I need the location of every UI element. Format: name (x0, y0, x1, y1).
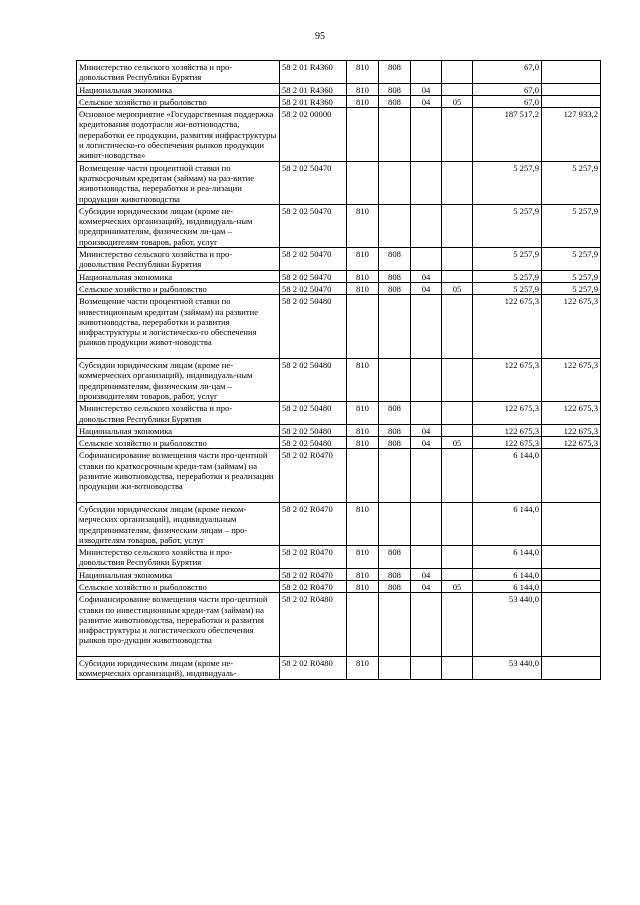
row-ved-cell (347, 161, 379, 204)
row-vr-cell (442, 657, 473, 680)
row-rz-cell: 808 (379, 282, 411, 294)
row-value-2018-cell (542, 502, 601, 545)
row-ved-cell (347, 449, 379, 503)
row-vr-cell (442, 161, 473, 204)
row-value-2017-cell: 187 517,2 (473, 108, 542, 162)
row-rz-cell (379, 204, 411, 247)
row-value-2018-cell: 122 675,3 (542, 359, 601, 402)
row-value-2017-cell: 6 144,0 (473, 449, 542, 503)
row-value-2018-cell (542, 568, 601, 580)
row-rz-cell: 808 (379, 248, 411, 271)
row-name-cell: Национальная экономика (77, 83, 280, 95)
row-code-cell: 58 2 02 R0470 (280, 502, 347, 545)
row-value-2018-cell: 122 675,3 (542, 295, 601, 359)
row-name-cell: Возмещение части процентной ставки по инвестиционным кредитам (займам) на развитие животноводства, переработки и развития инфраструктуры и логистическо-го обеспечения рынков продукции живот-новодства (77, 295, 280, 359)
row-value-2018-cell: 5 257,9 (542, 282, 601, 294)
row-name-cell: Сельское хозяйство и рыболовство (77, 581, 280, 593)
row-code-cell: 58 2 02 R0470 (280, 546, 347, 569)
row-ved-cell: 810 (347, 424, 379, 436)
row-ved-cell: 810 (347, 282, 379, 294)
table-row (77, 502, 601, 545)
row-value-2017-cell: 122 675,3 (473, 424, 542, 436)
row-rz-cell (379, 449, 411, 503)
row-pr-cell (411, 449, 442, 503)
table-row (77, 402, 601, 425)
row-name-cell: Министерство сельского хозяйства и про-довольствия Республики Бурятия (77, 248, 280, 271)
row-pr-cell (411, 502, 442, 545)
row-name-cell: Сельское хозяйство и рыболовство (77, 282, 280, 294)
row-rz-cell (379, 359, 411, 402)
table-row (77, 295, 601, 359)
table-row (77, 108, 601, 162)
row-vr-cell (442, 402, 473, 425)
row-name-cell: Национальная экономика (77, 270, 280, 282)
row-ved-cell: 810 (347, 502, 379, 545)
row-ved-cell (347, 108, 379, 162)
row-name-cell: Софинансирование возмещения части про-центной ставки по инвестиционным креди-там (займам) на развитие животноводства, переработки и развития инфраструктуры и логистического обеспечения рынков про-дукции животноводства (77, 593, 280, 657)
row-value-2018-cell (542, 61, 601, 84)
row-pr-cell (411, 108, 442, 162)
table-row (77, 657, 601, 680)
row-rz-cell: 808 (379, 568, 411, 580)
row-pr-cell: 04 (411, 95, 442, 107)
row-ved-cell: 810 (347, 270, 379, 282)
row-pr-cell: 04 (411, 83, 442, 95)
row-code-cell: 58 2 01 R4360 (280, 83, 347, 95)
row-value-2018-cell: 5 257,9 (542, 248, 601, 271)
row-value-2017-cell: 122 675,3 (473, 359, 542, 402)
table-row (77, 161, 601, 204)
table-row (77, 546, 601, 569)
row-pr-cell: 04 (411, 568, 442, 580)
row-value-2018-cell: 122 675,3 (542, 402, 601, 425)
row-name-cell: Основное мероприятие «Государственная поддержка кредитования подотрасли жи-вотноводства, переработки ее продукции, развития инфраструктуры и логистическо-го обеспечения рынков продукции живот-новодства» (77, 108, 280, 162)
row-value-2018-cell: 5 257,9 (542, 161, 601, 204)
row-pr-cell (411, 546, 442, 569)
row-value-2018-cell (542, 95, 601, 107)
row-ved-cell (347, 593, 379, 657)
row-value-2017-cell: 67,0 (473, 61, 542, 84)
row-value-2017-cell: 5 257,9 (473, 248, 542, 271)
row-pr-cell (411, 248, 442, 271)
row-ved-cell: 810 (347, 657, 379, 680)
row-ved-cell: 810 (347, 61, 379, 84)
page-number: 95 (315, 31, 325, 42)
row-pr-cell (411, 295, 442, 359)
row-pr-cell: 04 (411, 270, 442, 282)
row-vr-cell (442, 248, 473, 271)
row-code-cell: 58 2 02 50470 (280, 270, 347, 282)
row-code-cell: 58 2 02 R0470 (280, 581, 347, 593)
row-value-2018-cell (542, 449, 601, 503)
row-rz-cell: 808 (379, 270, 411, 282)
row-value-2017-cell: 6 144,0 (473, 502, 542, 545)
row-name-cell: Субсидии юридическим лицам (кроме не-коммерческих организаций), индивидуаль-ным предпринимателям, физическим ли-цам – производителям товаров, работ, услуг (77, 204, 280, 247)
row-name-cell: Национальная экономика (77, 568, 280, 580)
row-vr-cell (442, 83, 473, 95)
row-value-2017-cell: 67,0 (473, 95, 542, 107)
table-row (77, 449, 601, 503)
table-row (77, 359, 601, 402)
table-row (77, 593, 601, 657)
row-pr-cell (411, 402, 442, 425)
row-rz-cell: 808 (379, 83, 411, 95)
row-ved-cell: 810 (347, 95, 379, 107)
table-row (77, 270, 601, 282)
row-code-cell: 58 2 02 50470 (280, 161, 347, 204)
row-ved-cell: 810 (347, 359, 379, 402)
row-vr-cell (442, 593, 473, 657)
row-value-2018-cell (542, 83, 601, 95)
row-value-2017-cell: 122 675,3 (473, 295, 542, 359)
table-row (77, 204, 601, 247)
row-ved-cell: 810 (347, 437, 379, 449)
table-row (77, 581, 601, 593)
row-value-2017-cell: 5 257,9 (473, 282, 542, 294)
row-rz-cell (379, 593, 411, 657)
row-rz-cell (379, 295, 411, 359)
row-vr-cell (442, 502, 473, 545)
row-value-2018-cell: 122 675,3 (542, 424, 601, 436)
row-name-cell: Субсидии юридическим лицам (кроме неком-мерческих организаций), индивидуальным предпринимателям, физическим лицам – про-изводителям товаров, работ, услуг (77, 502, 280, 545)
row-pr-cell (411, 359, 442, 402)
table-row (77, 95, 601, 107)
row-pr-cell (411, 657, 442, 680)
row-value-2018-cell (542, 546, 601, 569)
row-rz-cell (379, 502, 411, 545)
row-code-cell: 58 2 02 50480 (280, 295, 347, 359)
row-ved-cell: 810 (347, 546, 379, 569)
row-ved-cell: 810 (347, 568, 379, 580)
row-code-cell: 58 2 01 R4360 (280, 61, 347, 84)
row-vr-cell (442, 61, 473, 84)
row-value-2017-cell: 5 257,9 (473, 161, 542, 204)
row-name-cell: Министерство сельского хозяйства и про-довольствия Республики Бурятия (77, 546, 280, 569)
row-pr-cell: 04 (411, 581, 442, 593)
table-row (77, 437, 601, 449)
row-ved-cell: 810 (347, 402, 379, 425)
row-vr-cell (442, 568, 473, 580)
row-rz-cell: 808 (379, 437, 411, 449)
row-name-cell: Министерство сельского хозяйства и про-довольствия Республики Бурятия (77, 61, 280, 84)
table-row (77, 248, 601, 271)
row-vr-cell: 05 (442, 437, 473, 449)
row-vr-cell: 05 (442, 95, 473, 107)
row-vr-cell (442, 546, 473, 569)
row-name-cell: Министерство сельского хозяйства и про-довольствия Республики Бурятия (77, 402, 280, 425)
row-code-cell: 58 2 02 R0480 (280, 593, 347, 657)
row-code-cell: 58 2 02 50470 (280, 282, 347, 294)
row-value-2018-cell (542, 593, 601, 657)
row-code-cell: 58 2 02 50470 (280, 204, 347, 247)
row-vr-cell (442, 359, 473, 402)
row-rz-cell: 808 (379, 61, 411, 84)
row-name-cell: Возмещение части процентной ставки по краткосрочным кредитам (займам) на раз-витие животноводства, переработки и реа-лизации продукции животноводства (77, 161, 280, 204)
row-code-cell: 58 2 02 50480 (280, 424, 347, 436)
table-row (77, 568, 601, 580)
row-ved-cell: 810 (347, 581, 379, 593)
row-value-2017-cell: 53 440,0 (473, 657, 542, 680)
row-code-cell: 58 2 02 R0480 (280, 657, 347, 680)
row-code-cell: 58 2 02 50480 (280, 359, 347, 402)
row-value-2017-cell: 122 675,3 (473, 437, 542, 449)
row-value-2018-cell (542, 581, 601, 593)
row-rz-cell: 808 (379, 402, 411, 425)
row-value-2018-cell: 5 257,9 (542, 270, 601, 282)
row-value-2017-cell: 6 144,0 (473, 568, 542, 580)
row-vr-cell (442, 204, 473, 247)
row-rz-cell: 808 (379, 95, 411, 107)
row-rz-cell: 808 (379, 546, 411, 569)
row-name-cell: Сельское хозяйство и рыболовство (77, 95, 280, 107)
row-value-2017-cell: 5 257,9 (473, 204, 542, 247)
row-value-2017-cell: 53 440,0 (473, 593, 542, 657)
row-vr-cell (442, 108, 473, 162)
row-code-cell: 58 2 02 R0470 (280, 568, 347, 580)
row-name-cell: Субсидии юридическим лицам (кроме не-коммерческих организаций), индивидуаль- (77, 657, 280, 680)
budget-table (76, 60, 601, 680)
table-row (77, 83, 601, 95)
row-vr-cell (442, 295, 473, 359)
row-rz-cell: 808 (379, 424, 411, 436)
row-name-cell: Сельское хозяйство и рыболовство (77, 437, 280, 449)
row-code-cell: 58 2 01 R4360 (280, 95, 347, 107)
row-ved-cell (347, 295, 379, 359)
row-rz-cell (379, 161, 411, 204)
row-name-cell: Национальная экономика (77, 424, 280, 436)
row-pr-cell (411, 204, 442, 247)
row-pr-cell (411, 161, 442, 204)
row-vr-cell: 05 (442, 282, 473, 294)
row-code-cell: 58 2 02 50480 (280, 402, 347, 425)
table-row (77, 282, 601, 294)
row-code-cell: 58 2 02 00000 (280, 108, 347, 162)
row-pr-cell: 04 (411, 437, 442, 449)
row-ved-cell: 810 (347, 204, 379, 247)
row-rz-cell (379, 657, 411, 680)
table-row (77, 424, 601, 436)
row-value-2018-cell: 5 257,9 (542, 204, 601, 247)
row-ved-cell: 810 (347, 83, 379, 95)
row-name-cell: Субсидии юридическим лицам (кроме не-коммерческих организаций), индивидуаль-ным предпринимателям, физическим ли-цам – производителям товаров, работ, услуг (77, 359, 280, 402)
row-vr-cell: 05 (442, 581, 473, 593)
budget-table-body (77, 61, 601, 680)
row-code-cell: 58 2 02 50480 (280, 437, 347, 449)
table-row (77, 61, 601, 84)
row-value-2018-cell: 122 675,3 (542, 437, 601, 449)
row-vr-cell (442, 270, 473, 282)
row-vr-cell (442, 449, 473, 503)
row-code-cell: 58 2 02 50470 (280, 248, 347, 271)
row-rz-cell (379, 108, 411, 162)
row-code-cell: 58 2 02 R0470 (280, 449, 347, 503)
row-ved-cell: 810 (347, 248, 379, 271)
row-pr-cell: 04 (411, 282, 442, 294)
row-value-2017-cell: 122 675,3 (473, 402, 542, 425)
row-name-cell: Софинансирование возмещения части про-центной ставки по краткосрочным креди-там (займам) на развитие животноводства, переработки и реализации продукции жи-вотноводства (77, 449, 280, 503)
row-pr-cell (411, 593, 442, 657)
row-value-2017-cell: 6 144,0 (473, 581, 542, 593)
row-value-2018-cell: 127 933,2 (542, 108, 601, 162)
row-vr-cell (442, 424, 473, 436)
row-value-2017-cell: 6 144,0 (473, 546, 542, 569)
row-rz-cell: 808 (379, 581, 411, 593)
row-pr-cell (411, 61, 442, 84)
row-pr-cell: 04 (411, 424, 442, 436)
row-value-2018-cell (542, 657, 601, 680)
row-value-2017-cell: 67,0 (473, 83, 542, 95)
row-value-2017-cell: 5 257,9 (473, 270, 542, 282)
